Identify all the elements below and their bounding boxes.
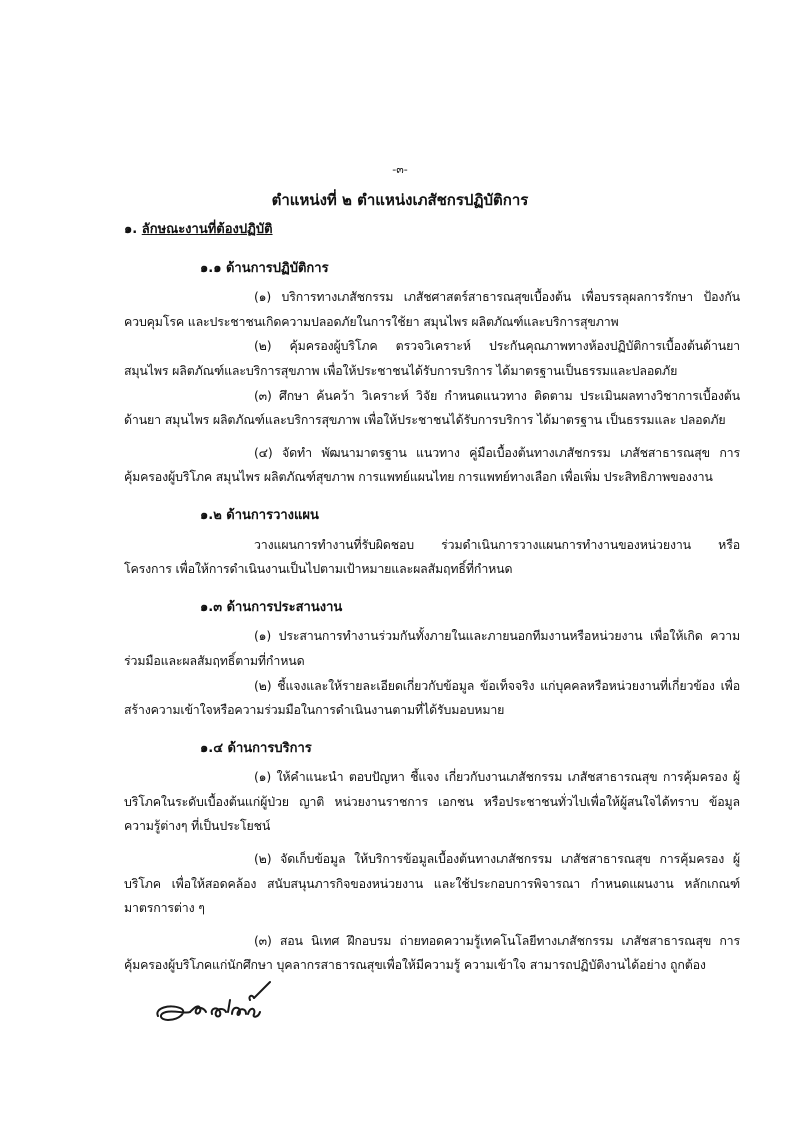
list-item: (๑) บริการทางเภสัชกรรม เภสัชศาสตร์สาธารณสุขเบื้องต้น เพื่อบรรลุผลการรักษา ป้องกัน ควบคุมโรค และประชาชนเกิดความปลอดภัยในการใช้ยา สมุนไพร ผลิตภัณฑ์และบริการสุขภาพ: [124, 289, 740, 329]
section-title: ลักษณะงานที่ต้องปฏิบัติ: [141, 222, 273, 237]
list-item: วางแผนการทำงานที่รับผิดชอบ ร่วมดำเนินการวางแผนการทำงานของหน่วยงาน หรือ โครงการ เพื่อให้การดำเนินงานเป็นไปตามเป้าหมายและผลสัมฤทธิ์ที่กำหนด: [124, 536, 740, 577]
section-number: ๑.: [124, 222, 138, 237]
subsection-heading: ๑.๒ ด้านการวางแผน: [200, 507, 319, 523]
page-number: -๓-: [392, 163, 408, 176]
list-item: (๒) จัดเก็บข้อมูล ให้บริการข้อมูลเบื้องต้นทางเภสัชกรรม เภสัชสาธารณสุข การคุ้มครอง ผู้บริโภค เพื่อให้สอดคล้อง สนับสนุนภารกิจของหน่วยงาน และใช้ประกอบการพิจารณา กำหนดแผนงาน หลักเกณฑ์ มาตรการต่าง ๆ: [124, 851, 740, 916]
subsection-heading: ๑.๔ ด้านการบริการ: [200, 740, 312, 756]
subsection-coordination: [124, 596, 740, 723]
subsection-operations: [124, 257, 740, 490]
page-title: ตำแหน่งที่ ๒ ตำแหน่งเภสัชกรปฏิบัติการ: [271, 191, 529, 209]
document-body: [124, 218, 740, 978]
subsection-service: [124, 737, 740, 978]
list-item: (๓) ศึกษา ค้นคว้า วิเคราะห์ วิจัย กำหนดแนวทาง ติดตาม ประเมินผลทางวิชาการเบื้องต้น ด้านยา สมุนไพร ผลิตภัณฑ์และบริการสุขภาพ เพื่อให้ประชาชนได้รับการบริการ ได้มาตรฐาน เป็นธรรมและ ปลอดภัย: [124, 387, 740, 428]
section-heading: [124, 218, 740, 243]
list-item: (๒) คุ้มครองผู้บริโภค ตรวจวิเคราะห์ ประกันคุณภาพทางห้องปฏิบัติการเบื้องต้นด้านยา สมุนไพร ผลิตภัณฑ์และบริการสุขภาพ เพื่อให้ประชาชนได้รับการบริการ ได้มาตรฐานเป็นธรรมและปลอดภัย: [124, 338, 740, 378]
list-item: (๔) จัดทำ พัฒนามาตรฐาน แนวทาง คู่มือเบื้องต้นทางเภสัชกรรม เภสัชสาธารณสุข การ คุ้มครองผู้บริโภค สมุนไพร ผลิตภัณฑ์สุขภาพ การแพทย์แผนไทย การแพทย์ทางเลือก เพื่อเพิ่ม ประสิทธิภาพของงาน: [124, 444, 740, 485]
subsection-heading: ๑.๑ ด้านการปฏิบัติการ: [200, 260, 329, 276]
list-item: (๓) สอน นิเทศ ฝึกอบรม ถ่ายทอดความรู้เทคโนโลยีทางเภสัชกรรม เภสัชสาธารณสุข การคุ้มครองผู้บริโภคแก่นักศึกษา บุคลากรสาธารณสุขเพื่อให้มีความรู้ ความเข้าใจ สามารถปฏิบัติงานได้อย่าง ถูกต้อง: [124, 932, 740, 973]
list-item: (๑) ประสานการทำงานร่วมกันทั้งภายในและภายนอกทีมงานหรือหน่วยงาน เพื่อให้เกิด ความร่วมมือและผลสัมฤทธิ์ตามที่กำหนด: [124, 628, 740, 668]
signature-icon: [150, 978, 280, 1028]
list-item: (๒) ชี้แจงและให้รายละเอียดเกี่ยวกับข้อมูล ข้อเท็จจริง แก่บุคคลหรือหน่วยงานที่เกี่ยวข้อง เพื่อสร้างความเข้าใจหรือความร่วมมือในการดำเนินงานตามที่ได้รับมอบหมาย: [124, 677, 740, 718]
subsection-planning: [124, 504, 740, 582]
list-item: (๑) ให้คำแนะนำ ตอบปัญหา ชี้แจง เกี่ยวกับงานเภสัชกรรม เภสัชสาธารณสุข การคุ้มครอง ผู้บริโภคในระดับเบื้องต้นแก่ผู้ป่วย ญาติ หน่วยงานราชการ เอกชน หรือประชาชนทั่วไปเพื่อให้ผู้สนใจได้ทราบ ข้อมูล ความรู้ต่างๆ ที่เป็นประโยชน์: [124, 769, 740, 834]
subsection-heading: ๑.๓ ด้านการประสานงาน: [200, 599, 343, 615]
